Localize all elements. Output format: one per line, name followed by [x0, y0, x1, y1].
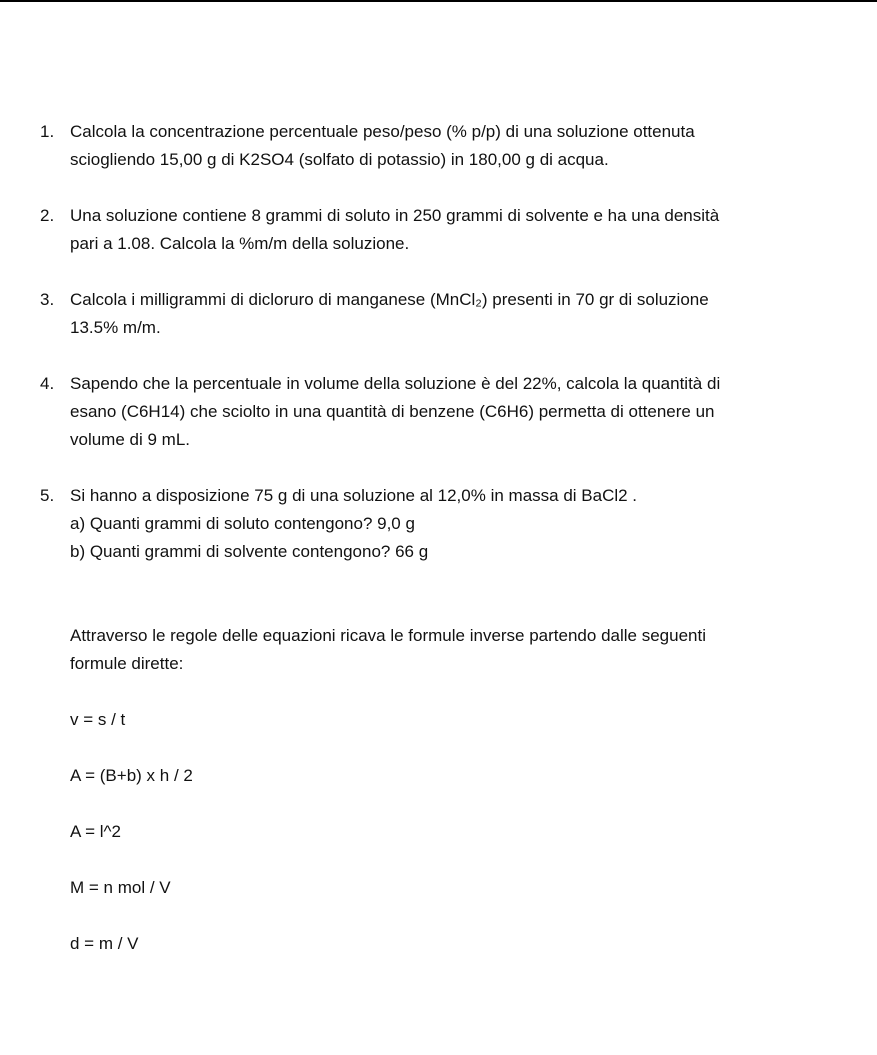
- problem-text-line: Una soluzione contiene 8 grammi di soluto in 250 grammi di solvente e ha una densità: [70, 206, 720, 225]
- top-border-line: [0, 0, 877, 2]
- problem-number: 2.: [40, 206, 55, 225]
- formula-molarity: M = n mol / V: [70, 878, 171, 897]
- problem-text-line: pari a 1.08. Calcola la %m/m della soluzione.: [70, 234, 410, 253]
- problem-number: 1.: [40, 122, 55, 141]
- problem-text-line: 13.5% m/m.: [70, 318, 161, 337]
- problem-text-line: esano (C6H14) che sciolto in una quantità di benzene (C6H6) permetta di ottenere un: [70, 402, 715, 421]
- formula-density: d = m / V: [70, 934, 139, 953]
- formulas-instructions: [70, 622, 830, 678]
- problem-1: [40, 118, 820, 174]
- formula-velocity: v = s / t: [70, 710, 126, 729]
- problem-number: 3.: [40, 290, 55, 309]
- problem-number: 5.: [40, 486, 55, 505]
- formula-square-area: A = l^2: [70, 822, 121, 841]
- problem-text-line: sciogliendo 15,00 g di K2SO4 (solfato di potassio) in 180,00 g di acqua.: [70, 150, 609, 169]
- sub-question-b: b) Quanti grammi di solvente contengono? 66 g: [70, 542, 429, 561]
- problem-text-line: Sapendo che la percentuale in volume della soluzione è del 22%, calcola la quantità di: [70, 374, 721, 393]
- problem-5: [40, 482, 820, 566]
- problem-text-line: volume di 9 mL.: [70, 430, 190, 449]
- instruction-line: Attraverso le regole delle equazioni ricava le formule inverse partendo dalle seguenti: [70, 626, 706, 645]
- problem-3: [40, 286, 820, 342]
- problem-4: [40, 370, 820, 454]
- instruction-line: formule dirette:: [70, 654, 184, 673]
- sub-question-a: a) Quanti grammi di soluto contengono? 9,0 g: [70, 514, 415, 533]
- problem-text-line: Si hanno a disposizione 75 g di una soluzione al 12,0% in massa di BaCl2 .: [70, 486, 638, 505]
- formula-trapezoid-area: A = (B+b) x h / 2: [70, 766, 193, 785]
- problem-number: 4.: [40, 374, 55, 393]
- problem-text-line: Calcola i milligrammi di dicloruro di manganese (MnCl₂) presenti in 70 gr di soluzione: [70, 290, 709, 309]
- problem-2: [40, 202, 820, 258]
- problem-text-line: Calcola la concentrazione percentuale peso/peso (% p/p) di una soluzione ottenuta: [70, 122, 695, 141]
